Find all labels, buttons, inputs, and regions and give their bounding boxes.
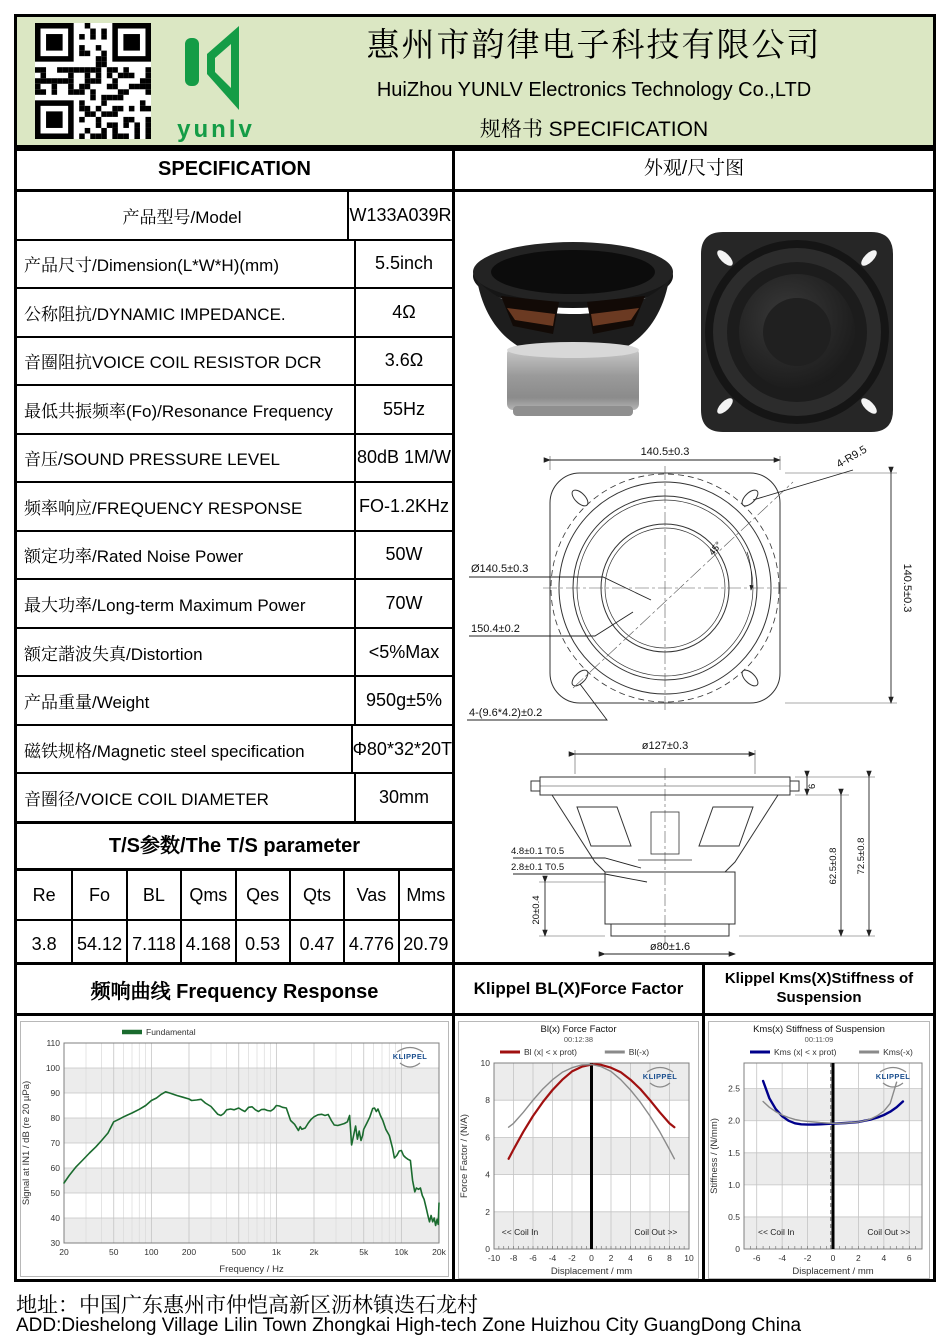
dim-gasket-6: 6 bbox=[807, 783, 818, 789]
dim-front-width: 140.5±0.3 bbox=[640, 446, 690, 458]
spec-row-value: 3.6Ω bbox=[384, 350, 424, 371]
svg-text:30: 30 bbox=[50, 1238, 60, 1248]
ts-table-header-row bbox=[17, 871, 452, 921]
company-name-cn: 惠州市韵律电子科技有限公司 bbox=[366, 28, 822, 64]
svg-text:Bl (x| < x prot): Bl (x| < x prot) bbox=[524, 1047, 577, 1057]
spec-row-label: 产品重量/Weight bbox=[17, 677, 356, 724]
svg-text:2k: 2k bbox=[309, 1247, 319, 1257]
dim-magnet-20: 20±0.4 bbox=[531, 895, 542, 925]
svg-text:0: 0 bbox=[589, 1253, 594, 1263]
svg-text:40: 40 bbox=[50, 1213, 60, 1223]
frequency-response-svg bbox=[20, 1021, 449, 1277]
spec-row bbox=[17, 530, 452, 579]
svg-text:2: 2 bbox=[608, 1253, 614, 1263]
side-dimension-drawing bbox=[455, 732, 933, 968]
spec-row bbox=[17, 772, 452, 821]
spec-row-value: 4Ω bbox=[392, 301, 416, 322]
svg-text:<< Coil In: << Coil In bbox=[757, 1226, 795, 1237]
svg-text:80: 80 bbox=[50, 1113, 60, 1123]
svg-text:Force Factor / (N/A): Force Factor / (N/A) bbox=[459, 1114, 470, 1198]
bl-force-factor-title: Klippel BL(X)Force Factor bbox=[455, 965, 702, 1016]
svg-text:500: 500 bbox=[231, 1247, 246, 1257]
spec-row bbox=[17, 287, 452, 336]
spec-row-value: Φ80*32*20T bbox=[352, 738, 452, 759]
ts-value-cell: 20.79 bbox=[398, 921, 452, 967]
svg-text:-6: -6 bbox=[529, 1253, 537, 1263]
spec-row-label: 最低共振频率(Fo)/Resonance Frequency bbox=[17, 386, 356, 433]
spec-row-label: 公称阻抗/DYNAMIC IMPEDANCE. bbox=[17, 289, 356, 336]
spec-row-value: 55Hz bbox=[382, 398, 426, 419]
svg-text:Displacement / mm: Displacement / mm bbox=[792, 1266, 874, 1277]
header-titles bbox=[275, 19, 933, 143]
svg-text:Signal at IN1 / dB (re 20 µPa): Signal at IN1 / dB (re 20 µPa) bbox=[21, 1080, 32, 1206]
spec-row bbox=[17, 578, 452, 627]
dim-magnet-diameter: ø80±1.6 bbox=[649, 941, 691, 953]
svg-text:KLIPPEL: KLIPPEL bbox=[875, 1072, 911, 1081]
spec-row-value: 950g±5% bbox=[366, 690, 442, 711]
kms-stiffness-title: Klippel Kms(X)Stiffness of Suspension bbox=[705, 965, 933, 1016]
svg-text:20k: 20k bbox=[432, 1247, 446, 1257]
svg-text:Coil Out >>: Coil Out >> bbox=[634, 1227, 678, 1238]
svg-text:100: 100 bbox=[45, 1063, 60, 1073]
dim-side-diameter: ø127±0.3 bbox=[641, 740, 689, 752]
kms-stiffness-panel bbox=[702, 962, 936, 1282]
svg-text:10: 10 bbox=[480, 1058, 490, 1068]
spec-row-label: 音压/SOUND PRESSURE LEVEL bbox=[17, 435, 356, 482]
spec-row-label: 产品型号/Model bbox=[17, 192, 349, 239]
dim-thickness-28: 2.8±0.1 T0.5 bbox=[511, 862, 565, 873]
svg-text:4: 4 bbox=[628, 1253, 633, 1263]
speaker-front-photo bbox=[697, 228, 897, 436]
appearance-dimension-panel bbox=[452, 148, 936, 965]
qr-code-image bbox=[35, 23, 151, 139]
svg-text:4: 4 bbox=[485, 1169, 490, 1180]
dim-front-diameter: Ø140.5±0.3 bbox=[471, 563, 529, 575]
ts-table-value-row bbox=[17, 921, 452, 967]
spec-row-label: 频率响应/FREQUENCY RESPONSE bbox=[17, 483, 356, 530]
svg-text:6: 6 bbox=[647, 1253, 653, 1263]
ts-value-cell: 54.12 bbox=[71, 921, 125, 967]
dim-height-62: 62.5±0.8 bbox=[828, 847, 839, 885]
svg-text:2.0: 2.0 bbox=[728, 1115, 740, 1126]
drawing-section-title: 外观/尺寸图 bbox=[455, 151, 933, 192]
dim-front-height: 140.5±0.3 bbox=[901, 563, 913, 613]
svg-text:1.0: 1.0 bbox=[728, 1179, 740, 1190]
spec-row-value: 50W bbox=[385, 544, 423, 565]
dim-hole-pitch: 150.4±0.2 bbox=[471, 623, 520, 635]
ts-value-cell: 3.8 bbox=[31, 933, 57, 954]
ts-value-cell: 7.118 bbox=[126, 921, 180, 967]
ts-header-cell: Qts bbox=[289, 871, 343, 919]
svg-text:00:12:38: 00:12:38 bbox=[563, 1035, 594, 1044]
spec-row-label: 额定功率/Rated Noise Power bbox=[17, 532, 356, 579]
spec-row-label: 磁铁规格/Magnetic steel specification bbox=[17, 726, 353, 773]
spec-row bbox=[17, 724, 452, 773]
svg-text:5k: 5k bbox=[359, 1247, 369, 1257]
svg-text:10k: 10k bbox=[394, 1247, 409, 1257]
kms-stiffness-chart bbox=[705, 1016, 933, 1279]
ts-value-cell: 4.168 bbox=[180, 921, 234, 967]
svg-text:0: 0 bbox=[735, 1244, 740, 1254]
ts-header-cell: Qms bbox=[180, 871, 234, 919]
spec-row-value: 5.5inch bbox=[374, 253, 434, 274]
ts-value-cell: 0.53 bbox=[235, 921, 289, 967]
svg-text:0: 0 bbox=[830, 1253, 836, 1263]
spec-row bbox=[17, 336, 452, 385]
spec-row bbox=[17, 433, 452, 482]
svg-text:-6: -6 bbox=[752, 1253, 761, 1263]
svg-text:8: 8 bbox=[485, 1095, 490, 1106]
spec-row-label: 产品尺寸/Dimension(L*W*H)(mm) bbox=[17, 241, 356, 288]
frequency-response-title: 频响曲线 Frequency Response bbox=[17, 965, 452, 1016]
dim-angle-45: 45° bbox=[706, 539, 725, 558]
svg-text:6: 6 bbox=[906, 1253, 912, 1263]
spec-row-label: 额定諧波失真/Distortion bbox=[17, 629, 356, 676]
spec-row bbox=[17, 481, 452, 530]
spec-row-value: 30mm bbox=[378, 787, 429, 808]
spec-row-value: W133A039R bbox=[349, 204, 452, 225]
spec-row-value: 80dB 1M/W bbox=[356, 447, 452, 468]
svg-text:10: 10 bbox=[684, 1253, 694, 1263]
svg-text:Coil Out >>: Coil Out >> bbox=[867, 1226, 911, 1237]
frequency-response-chart bbox=[17, 1016, 452, 1277]
ts-value-cell: 0.47 bbox=[289, 921, 343, 967]
specification-panel bbox=[14, 148, 455, 965]
svg-text:2.5: 2.5 bbox=[728, 1083, 740, 1094]
dim-height-72: 72.5±0.8 bbox=[856, 837, 867, 875]
svg-text:6: 6 bbox=[485, 1132, 490, 1143]
company-name-en: HuiZhou YUNLV Electronics Technology Co.,LTD bbox=[376, 79, 812, 101]
bl-force-factor-panel bbox=[452, 962, 705, 1282]
dim-thickness-48: 4.8±0.1 T0.5 bbox=[511, 846, 565, 857]
spec-row-value: FO-1.2KHz bbox=[358, 495, 450, 516]
ts-header-cell: Qes bbox=[235, 871, 289, 919]
svg-text:60: 60 bbox=[50, 1163, 60, 1173]
spec-section-title: SPECIFICATION bbox=[17, 151, 452, 192]
bl-force-factor-svg bbox=[458, 1021, 699, 1279]
svg-text:0: 0 bbox=[485, 1244, 490, 1254]
svg-text:-2: -2 bbox=[568, 1253, 576, 1263]
front-dimension-drawing bbox=[455, 440, 933, 732]
svg-text:-4: -4 bbox=[548, 1253, 557, 1263]
svg-text:Kms(x) Stiffness of Suspension: Kms(x) Stiffness of Suspension bbox=[753, 1024, 885, 1035]
svg-text:90: 90 bbox=[50, 1088, 60, 1098]
dim-slot-size: 4-(9.6*4.2)±0.2 bbox=[469, 707, 543, 719]
spec-row bbox=[17, 627, 452, 676]
kms-stiffness-svg bbox=[708, 1021, 930, 1279]
svg-text:-10: -10 bbox=[487, 1253, 501, 1263]
spec-row bbox=[17, 239, 452, 288]
svg-text:Bl(x) Force Factor: Bl(x) Force Factor bbox=[540, 1024, 617, 1035]
address-line-en: ADD:Dieshelong Village Lilin Town Zhongkai High-tech Zone Huizhou City GuangDong China bbox=[16, 1315, 802, 1336]
svg-text:2: 2 bbox=[485, 1206, 490, 1217]
ts-header-cell: Re bbox=[32, 884, 56, 905]
spec-row-label: 最大功率/Long-term Maximum Power bbox=[17, 580, 356, 627]
svg-text:-4: -4 bbox=[778, 1253, 786, 1263]
svg-text:Kms (x| < x prot): Kms (x| < x prot) bbox=[774, 1047, 837, 1057]
ts-header-cell: Mms bbox=[398, 871, 452, 919]
spec-table bbox=[17, 192, 452, 821]
brand-logo-text: yunlv bbox=[177, 116, 255, 143]
ts-header-cell: Vas bbox=[343, 871, 397, 919]
svg-text:100: 100 bbox=[144, 1247, 159, 1257]
spec-row bbox=[17, 192, 452, 239]
svg-text:Kms(-x): Kms(-x) bbox=[883, 1047, 913, 1057]
spec-row-label: 音圈阻抗VOICE COIL RESISTOR DCR bbox=[17, 338, 356, 385]
svg-text:Stiffness / (N/mm): Stiffness / (N/mm) bbox=[709, 1118, 720, 1194]
brand-logo bbox=[157, 18, 275, 144]
svg-text:200: 200 bbox=[181, 1247, 197, 1257]
document-title: 规格书 SPECIFICATION bbox=[479, 118, 709, 141]
svg-text:KLIPPEL: KLIPPEL bbox=[392, 1052, 428, 1061]
svg-text:8: 8 bbox=[667, 1253, 672, 1263]
svg-text:Fundamental: Fundamental bbox=[146, 1027, 196, 1037]
ts-value-cell: 4.776 bbox=[343, 921, 397, 967]
svg-text:-2: -2 bbox=[803, 1253, 812, 1263]
svg-text:4: 4 bbox=[881, 1253, 887, 1263]
frequency-response-panel bbox=[14, 962, 455, 1282]
spec-row bbox=[17, 384, 452, 433]
qr-code bbox=[29, 23, 157, 139]
svg-text:50: 50 bbox=[109, 1247, 119, 1257]
svg-text:Bl(-x): Bl(-x) bbox=[628, 1047, 650, 1057]
svg-text:Displacement / mm: Displacement / mm bbox=[550, 1266, 633, 1277]
dim-corner-radius: 4-R9.5 bbox=[834, 443, 870, 471]
speaker-logo-icon bbox=[177, 24, 255, 116]
svg-text:20: 20 bbox=[59, 1247, 69, 1257]
address-line-cn: 地址：中国广东惠州市仲恺高新区沥林镇迭石龙村 bbox=[16, 1294, 478, 1317]
svg-text:1k: 1k bbox=[271, 1247, 281, 1257]
svg-text:70: 70 bbox=[50, 1138, 60, 1148]
spec-row-value: <5%Max bbox=[368, 641, 440, 662]
svg-text:Frequency / Hz: Frequency / Hz bbox=[219, 1264, 284, 1275]
svg-text:KLIPPEL: KLIPPEL bbox=[642, 1072, 678, 1081]
bl-force-factor-chart bbox=[455, 1016, 702, 1279]
spec-row-label: 音圈径/VOICE COIL DIAMETER bbox=[17, 774, 356, 821]
spec-row bbox=[17, 675, 452, 724]
svg-text:<< Coil In: << Coil In bbox=[501, 1227, 539, 1238]
svg-text:2: 2 bbox=[856, 1253, 861, 1263]
svg-text:00:11:09: 00:11:09 bbox=[804, 1035, 834, 1044]
speaker-side-photo bbox=[467, 238, 679, 426]
svg-text:110: 110 bbox=[46, 1038, 60, 1048]
svg-text:1.5: 1.5 bbox=[728, 1147, 740, 1158]
svg-text:-8: -8 bbox=[509, 1253, 518, 1263]
header bbox=[14, 14, 936, 148]
svg-text:0.5: 0.5 bbox=[728, 1211, 740, 1222]
ts-header-cell: BL bbox=[126, 871, 180, 919]
drawing-body bbox=[455, 192, 933, 968]
ts-header-cell: Fo bbox=[71, 871, 125, 919]
svg-text:50: 50 bbox=[50, 1188, 60, 1198]
ts-section-title: T/S参数/The T/S parameter bbox=[17, 821, 452, 871]
spec-row-value: 70W bbox=[385, 593, 423, 614]
